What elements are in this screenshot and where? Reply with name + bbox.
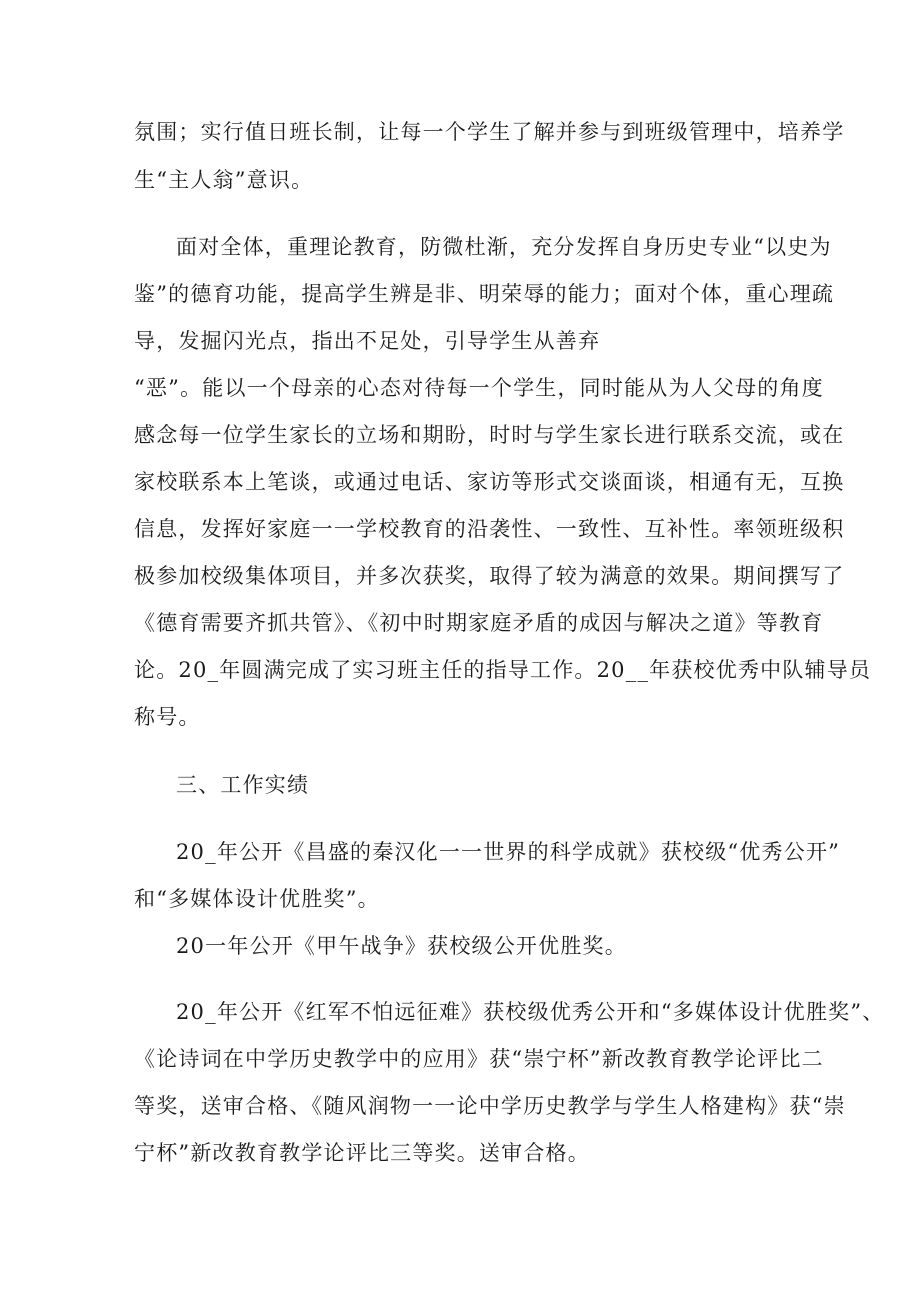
body-line: 感念每一位学生家长的立场和期盼，时时与学生家长进行联系交流，或在: [134, 423, 845, 447]
body-line: 称号。: [134, 705, 201, 729]
body-line: “恶”。能以一个母亲的心态对待每一个学生，同时能从为人父母的角度: [134, 376, 824, 400]
body-line: 面对全体，重理论教育，防微杜渐，充分发挥自身历史专业“以史为: [176, 235, 832, 259]
body-line: 论。20_年圆满完成了实习班主任的指导工作。20__年获校优秀中队辅导员: [134, 658, 872, 682]
body-line: 《德育需要齐抓共管》、《初中时期家庭矛盾的成因与解决之道》等教育: [134, 611, 824, 635]
body-line: 等奖，送审合格、《随风润物一一论中学历史教学与学生人格建构》获“崇: [134, 1094, 846, 1118]
body-line: 20一年公开《甲午战争》获校级公开优胜奖。: [176, 934, 627, 958]
body-line: 生“主人翁”意识。: [134, 168, 314, 192]
body-line: 20_年公开《红军不怕远征难》获校级优秀公开和“多媒体设计优胜奖”、: [176, 1000, 885, 1024]
body-line: 鉴”的德育功能，提高学生辨是非、明荣辱的能力；面对个体，重心理疏: [134, 282, 835, 306]
body-line: 信息，发挥好家庭一一学校教育的沿袭性、一致性、互补性。率领班级积: [134, 517, 845, 541]
body-line: 和“多媒体设计优胜奖”。: [134, 887, 380, 911]
body-line: 家校联系本上笔谈，或通过电话、家访等形式交谈面谈，相通有无，互换: [134, 470, 845, 494]
body-line: 极参加校级集体项目，并多次获奖，取得了较为满意的效果。期间撰写了: [134, 564, 845, 588]
body-line: 氛围；实行值日班长制，让每一个学生了解并参与到班级管理中，培养学: [134, 120, 845, 144]
body-line: 宁杯”新改教育教学论评比三等奖。送审合格。: [134, 1141, 590, 1165]
body-line: 20_年公开《昌盛的秦汉化一一世界的科学成就》获校级“优秀公开”: [176, 840, 841, 864]
body-line: 导，发掘闪光点，指出不足处，引导学生从善弃: [134, 329, 601, 353]
body-line: 《论诗词在中学历史教学中的应用》获“崇宁杯”新改教育教学论评比二: [134, 1047, 824, 1071]
section-heading: 三、工作实绩: [176, 773, 310, 797]
